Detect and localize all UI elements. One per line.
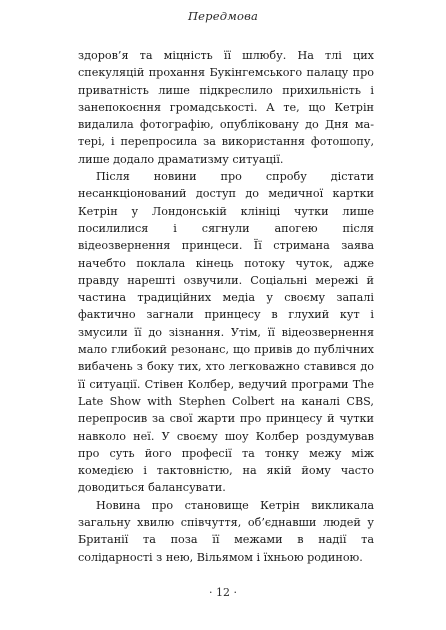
paragraph-3: Новина про становище Кетрін викликала загальну хвилю співчуття, об’єднавши людей у Британії та поза її межами в надії та солідарності з нею, Вільямом і їхньою родиною. — [78, 498, 374, 564]
paragraph-1: здоров’я та міцність її шлюбу. На тлі цих спекуляцій прохання Букінгемського палацу про приватність лише підкреслило прихильність і занепокоєння громадськості. А те, що Кетрін видалила фотографію, опубліковану до Дня матері, і перепросила за використання фотошопу, лише додало драматизму ситуації. — [78, 49, 374, 166]
main-text — [78, 47, 374, 566]
page-number: · 12 · — [209, 586, 237, 599]
paragraph-2: Після новини про спробу дістати несанкціонований доступ до медичної картки Кетрін у Лондонській клініці чутки лише посилилися і сягнули апогею після відеозвернення принцеси. Її стримана заява начебто поклала кінець потоку чуток, адже правду нарешті озвучили. Соціальні мережі й частина традиційних медіа у своєму запалі фактично загнали принцесу в глухий кут і змусили її до зізнання. Утім, її відеозвернення мало глибокий резонанс, що привів до публічних вибачень з боку тих, хто легковажно ставився до її ситуації. Стівен Колбер, ведучий програми The Late Show with Stephen Colbert на каналі CBS, перепросив за свої жарти про принцесу й чутки навколо неї. У своєму шоу Колбер роздумував про суть його професії та тонку межу між комедією і тактовністю, на якій йому часто доводиться балансувати. — [78, 170, 374, 495]
running-header: Передмова — [187, 9, 259, 23]
